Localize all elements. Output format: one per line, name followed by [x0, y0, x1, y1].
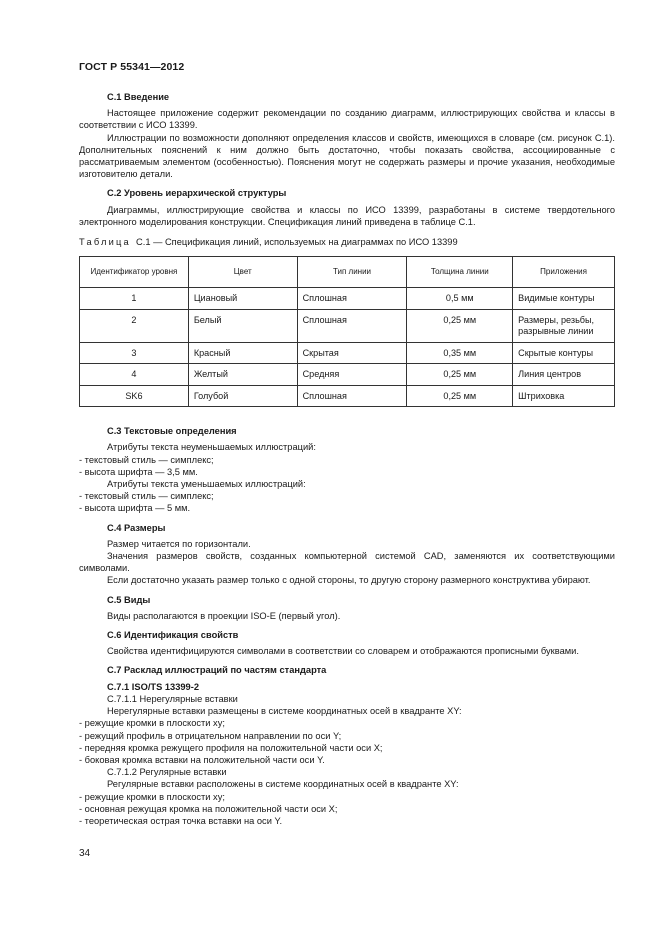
page-content	[79, 91, 615, 827]
header-application: Приложения	[513, 257, 615, 288]
text-attr-line-1: Атрибуты текста неуменьшаемых иллюстраций:	[107, 442, 316, 453]
table-row	[80, 309, 615, 342]
cell-level: SK6	[80, 385, 189, 407]
cell-level: 3	[80, 342, 189, 364]
section-c2-title: С.2 Уровень иерархической структуры	[107, 188, 287, 199]
section-c1-paragraph-2: Иллюстрации по возможности дополняют определения классов и свойств, имеющихся в словаре (см. рисунок С.1). Дополнительных пояснений к ним должно быть достаточно, чтобы показать свойства, ассоциированные с рассматриваемым элементом (особенностью). Пояснения могут не содержать размеры и прочие указания, необходимые изготовителю детали.	[79, 132, 615, 180]
cell-level: 2	[80, 309, 189, 342]
cell-color: Циановый	[188, 288, 297, 310]
section-c1-title: С.1 Введение	[107, 92, 170, 102]
line-spec-table	[79, 256, 615, 407]
section-c4-paragraph-1: Размер читается по горизонтали.	[107, 538, 251, 549]
cell-application: Размеры, резьбы, разрывные линии	[513, 309, 615, 342]
section-c7-title: С.7 Расклад иллюстраций по частям стандарта	[107, 665, 327, 676]
cell-thickness: 0,5 мм	[407, 288, 513, 310]
text-attr-line-4: Атрибуты текста уменьшаемых иллюстраций:	[107, 479, 306, 490]
section-c4-paragraph-2: Значения размеров свойств, созданных компьютерной системой CAD, заменяются их соответствующими символами.	[79, 551, 615, 574]
cell-line-type: Сплошная	[297, 385, 407, 407]
cell-application: Скрытые контуры	[513, 342, 615, 364]
section-c4-paragraph-3: Если достаточно указать размер только с одной стороны, то другую сторону размерного конструктива убирают.	[107, 575, 591, 586]
cell-thickness: 0,25 мм	[407, 385, 513, 407]
table-row	[80, 364, 615, 386]
section-c6-paragraph: Свойства идентифицируются символами в соответствии со словарем и отображаются прописными буквами.	[107, 646, 579, 657]
cell-thickness: 0,25 мм	[407, 309, 513, 342]
cell-level: 1	[80, 288, 189, 310]
table-row	[80, 385, 615, 407]
header-level: Идентификатор уровня	[80, 257, 189, 288]
text-attr-line-5: - текстовый стиль — симплекс;	[79, 491, 214, 502]
list-item: - режущий профиль в отрицательном направлении по оси Y;	[79, 730, 342, 741]
cell-application: Видимые контуры	[513, 288, 615, 310]
cell-color: Голубой	[188, 385, 297, 407]
table-row	[80, 288, 615, 310]
list-item: - режущие кромки в плоскости xy;	[79, 718, 225, 729]
section-c5-paragraph: Виды располагаются в проекции ISO-E (первый угол).	[107, 610, 341, 621]
standard-number: ГОСТ Р 55341—2012	[79, 61, 185, 73]
section-c71-title: С.7.1 ISO/TS 13399-2	[107, 681, 199, 692]
cell-line-type: Сплошная	[297, 288, 407, 310]
list-item: - боковая кромка вставки на положительной части оси Y.	[79, 754, 325, 765]
page-number: 34	[79, 848, 91, 859]
section-c712-paragraph: Регулярные вставки расположены в системе координатных осей в квадранте XY:	[107, 779, 459, 790]
table-caption	[79, 236, 615, 248]
section-c2-paragraph: Диаграммы, иллюстрирующие свойства и классы по ИСО 13399, разработаны в системе твердотельного электронного моделирования конструкции. Спецификация линий приведена в таблице С.1.	[79, 204, 615, 227]
text-attr-line-6: - высота шрифта — 5 мм.	[79, 503, 191, 514]
cell-thickness: 0,35 мм	[407, 342, 513, 364]
section-c711-title: С.7.1.1 Нерегулярные вставки	[107, 693, 238, 704]
text-attr-line-3: - высота шрифта — 3,5 мм.	[79, 466, 198, 477]
list-item: - режущие кромки в плоскости xy;	[79, 791, 225, 802]
header-color: Цвет	[188, 257, 297, 288]
table-header-row	[80, 257, 615, 288]
section-c711-paragraph: Нерегулярные вставки размещены в системе координатных осей в квадранте XY:	[107, 706, 462, 717]
cell-line-type: Средняя	[297, 364, 407, 386]
cell-line-type: Сплошная	[297, 309, 407, 342]
section-c5-title: С.5 Виды	[107, 594, 151, 605]
cell-application: Штриховка	[513, 385, 615, 407]
cell-thickness: 0,25 мм	[407, 364, 513, 386]
section-c1-paragraph-1: Настоящее приложение содержит рекомендации по созданию диаграмм, иллюстрирующих свойства и классы в соответствии с ИСО 13399.	[79, 108, 615, 131]
section-c712-title: С.7.1.2 Регулярные вставки	[107, 767, 227, 778]
table-row	[80, 342, 615, 364]
section-c4-title: С.4 Размеры	[107, 522, 166, 533]
text-attr-line-2: - текстовый стиль — симплекс;	[79, 454, 214, 465]
cell-application: Линия центров	[513, 364, 615, 386]
list-item: - основная режущая кромка на положительной части оси X;	[79, 803, 338, 814]
cell-color: Белый	[188, 309, 297, 342]
header-thickness: Толщина линии	[407, 257, 513, 288]
table-caption-prefix: Таблица	[79, 237, 131, 248]
cell-color: Желтый	[188, 364, 297, 386]
list-item: - теоретическая острая точка вставки на оси Y.	[79, 815, 283, 826]
cell-line-type: Скрытая	[297, 342, 407, 364]
cell-color: Красный	[188, 342, 297, 364]
list-item: - передняя кромка режущего профиля на положительной части оси X;	[79, 742, 383, 753]
cell-level: 4	[80, 364, 189, 386]
table-caption-text: С.1 — Спецификация линий, используемых на диаграммах по ИСО 13399	[136, 237, 458, 248]
section-c6-title: С.6 Идентификация свойств	[107, 630, 239, 641]
section-c3-title: С.3 Текстовые определения	[107, 426, 237, 437]
header-line-type: Тип линии	[297, 257, 407, 288]
